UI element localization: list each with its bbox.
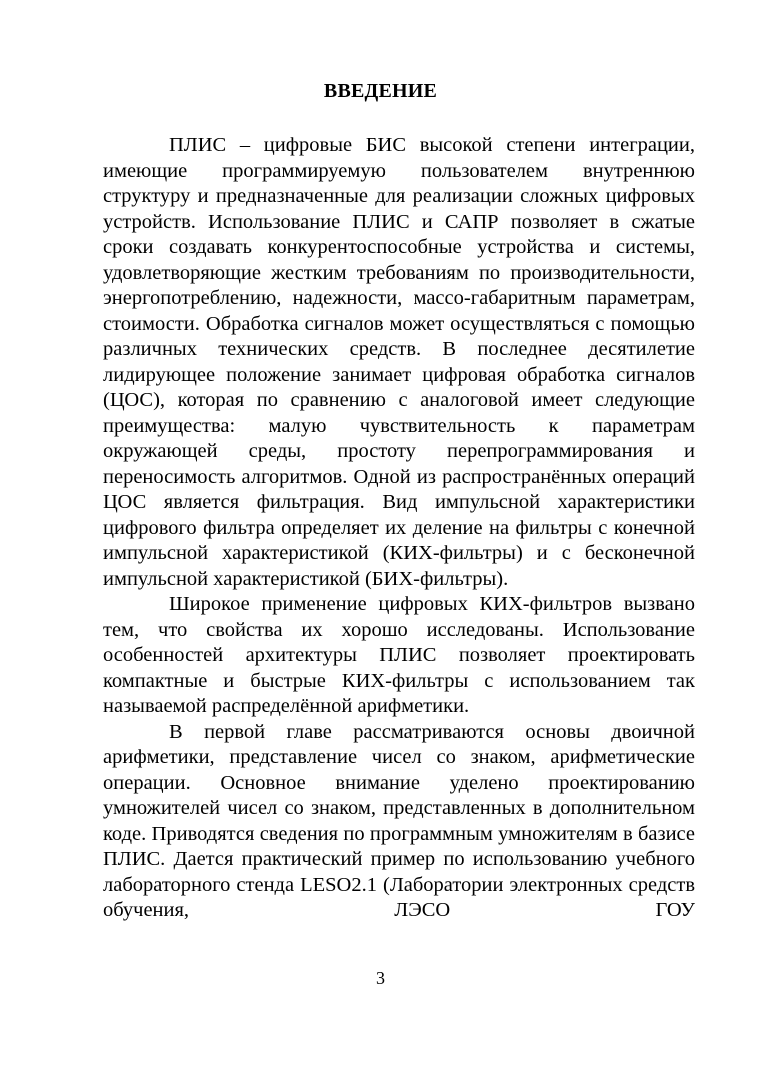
body-text	[103, 133, 695, 924]
page-title: ВВЕДЕНИЕ	[323, 80, 438, 102]
paragraph-first-chapter: В первой главе рассматриваются основы двоичной арифметики, представление чисел со знаком, арифметические операции. Основное внимание уделено проектированию умножителей чисел со знаком, представленных в дополнительном коде. Приводятся сведения по программным умножителям в базисе ПЛИС. Дается практический пример по использованию учебного лабораторного стенда LESO2.1 (Лаборатории электронных средств обучения, ЛЭСО ГОУ	[103, 720, 695, 921]
page-number: 3	[376, 968, 385, 988]
paragraph-fir-filters: Широкое применение цифровых КИХ-фильтров вызвано тем, что свойства их хорошо исследованы. Использование особенностей архитектуры ПЛИС позволяет проектировать компактные и быстрые КИХ-фильтры с использованием так называемой распределённой арифметики.	[103, 593, 695, 717]
paragraph-plis-intro: ПЛИС – цифровые БИС высокой степени интеграции, имеющие программируемую пользователем внутреннюю структуру и предназначенные для реализации сложных цифровых устройств. Использование ПЛИС и САПР позволяет в сжатые сроки создавать конкурентоспособные устройства и системы, удовлетворяющие жестким требованиям по производительности, энергопотреблению, надежности, массо-габаритным параметрам, стоимости. Обработка сигналов может осуществляться с помощью различных технических средств. В последнее десятилетие лидирующее положение занимает цифровая обработка сигналов (ЦОС), которая по сравнению с аналоговой имеет следующие преимущества: малую чувствительность к параметрам окружающей среды, простоту перепрограммирования и переносимость алгоритмов. Одной из распространённых операций ЦОС является фильтрация. Вид импульсной характеристики цифрового фильтра определяет их деление на фильтры с конечной импульсной характеристикой (КИХ-фильтры) и с бесконечной импульсной характеристикой (БИХ-фильтры).	[103, 134, 695, 590]
